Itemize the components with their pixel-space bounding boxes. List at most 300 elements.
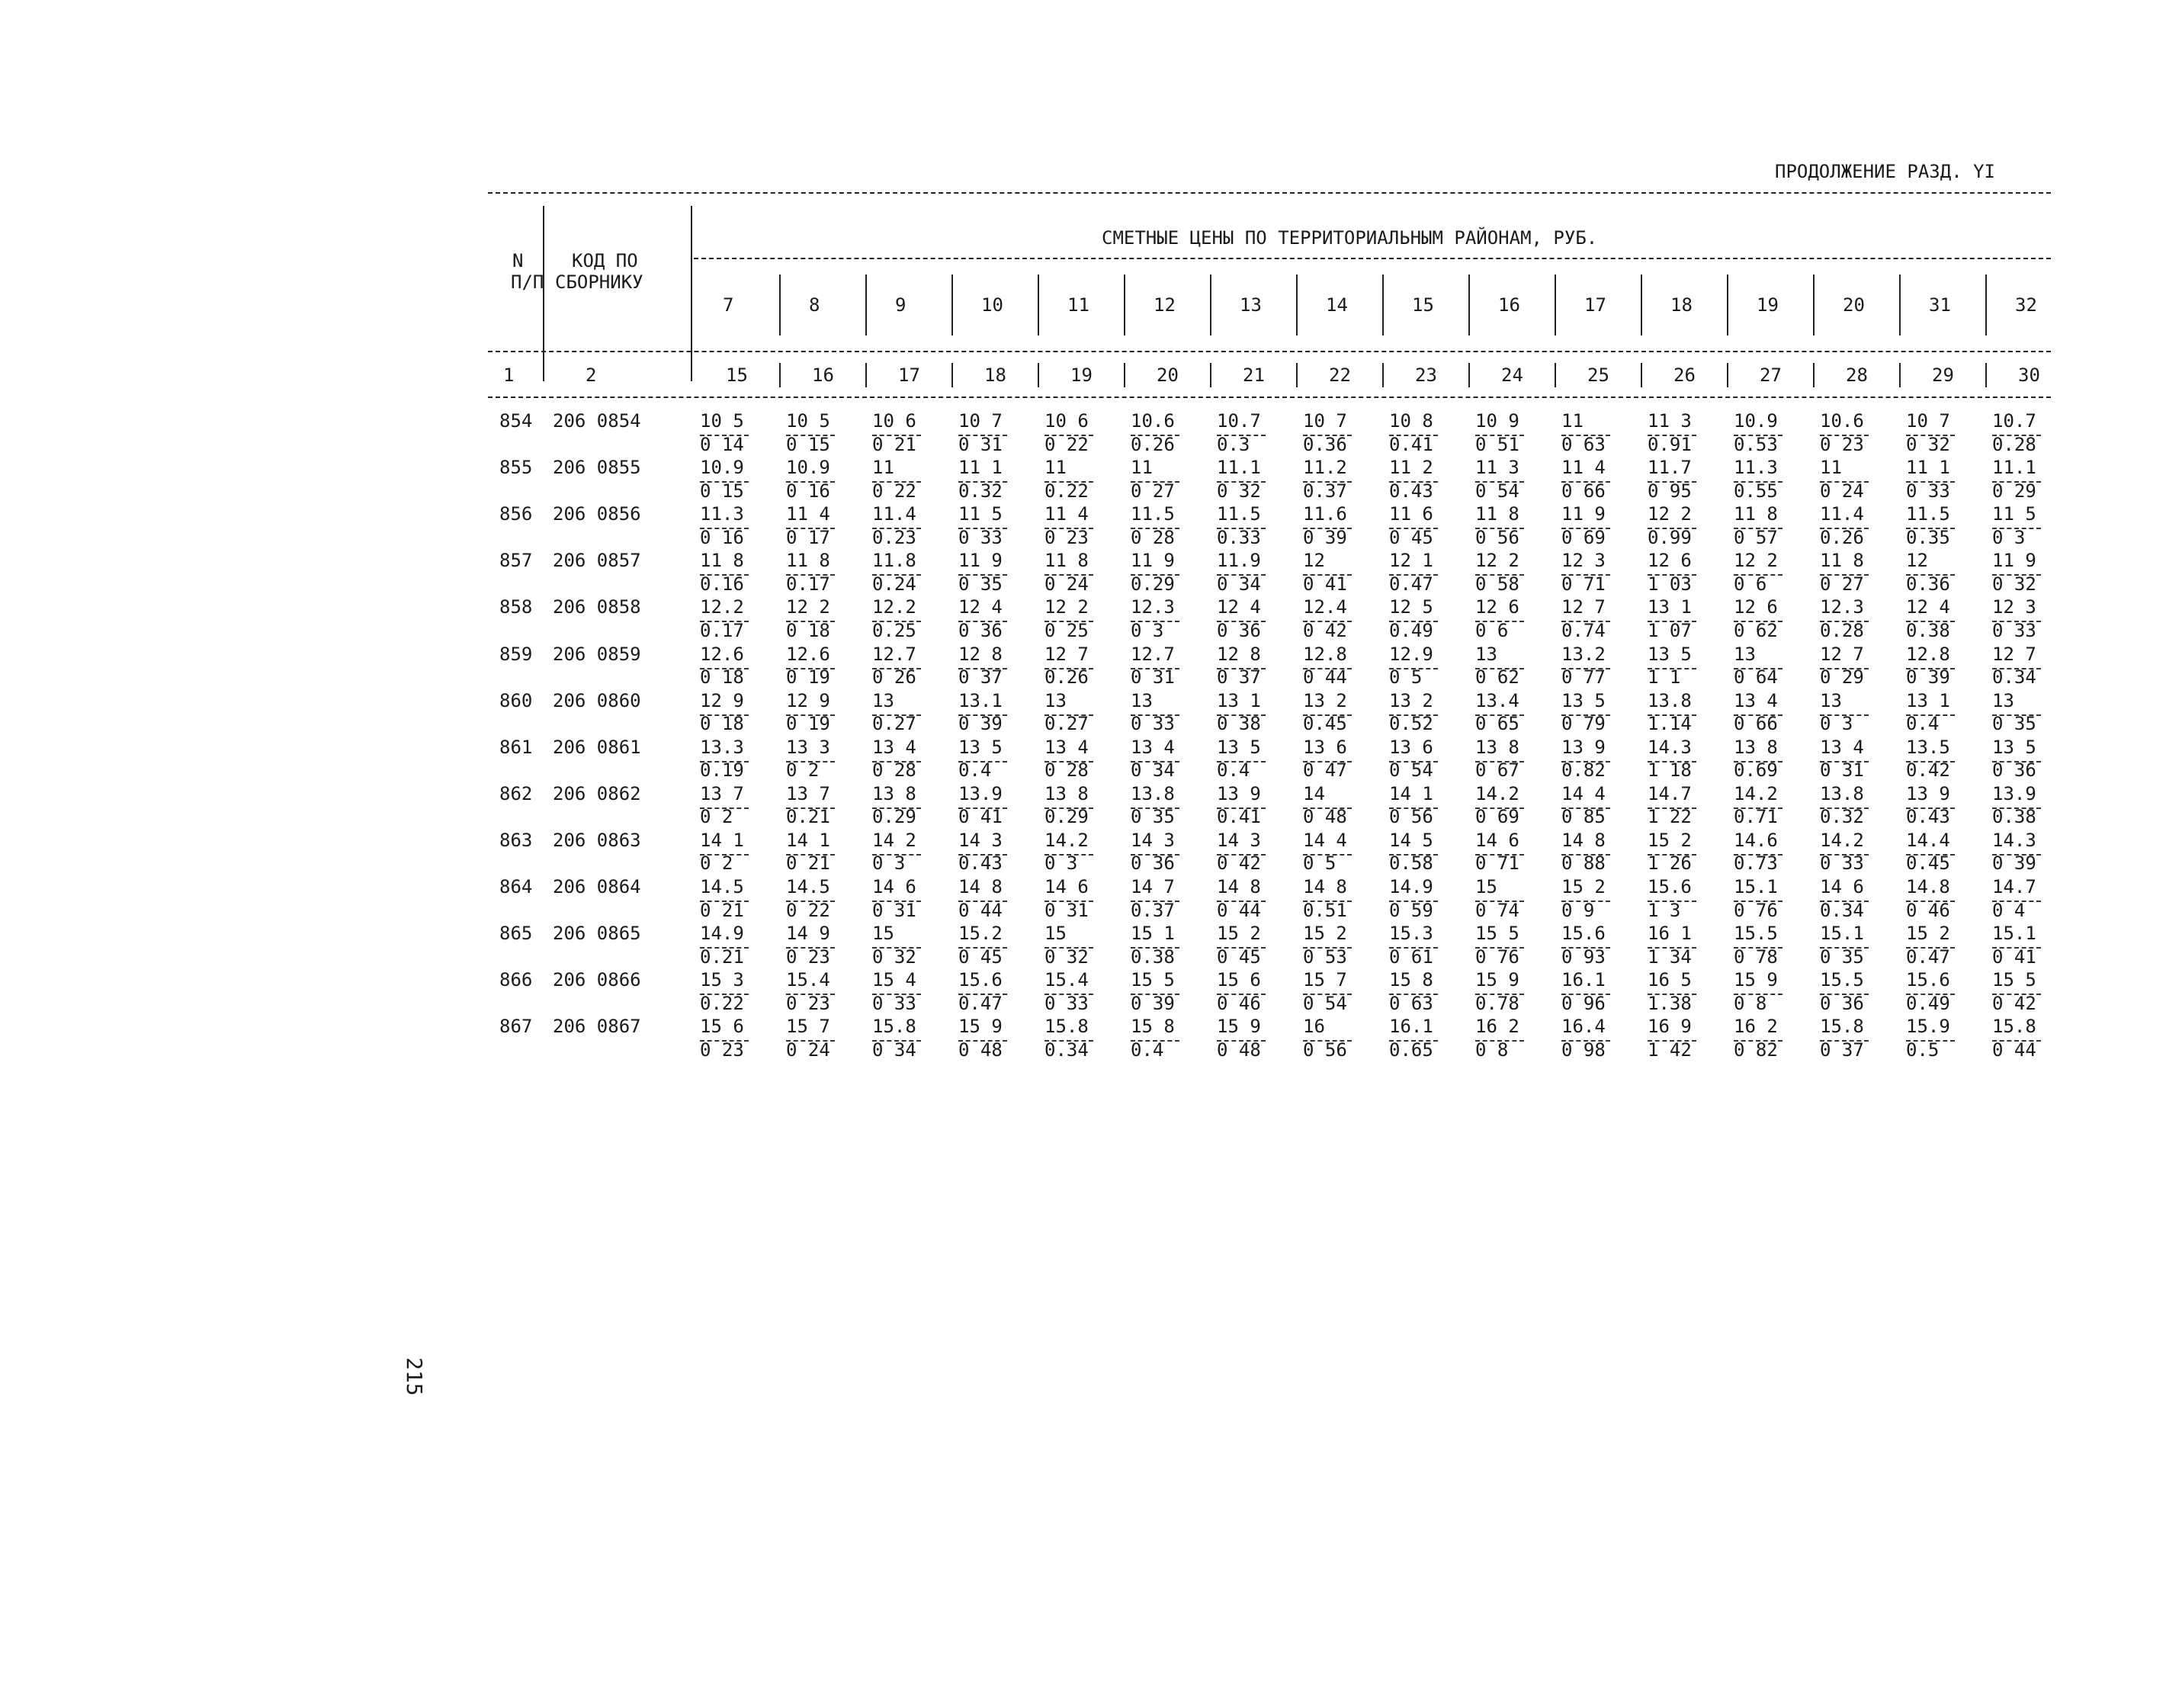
price-cell: 10.7 [1992, 410, 2036, 432]
price-cell: 11 3 [1648, 410, 1692, 432]
price-cell: 14.9 [700, 923, 744, 944]
price-cell: 0 63 [1389, 993, 1433, 1014]
price-cell: 0.52 [1389, 713, 1433, 734]
price-cell: 11 2 [1389, 457, 1433, 478]
price-cell: 0 46 [1906, 900, 1950, 921]
price-cell: 0 8 [1475, 1039, 1509, 1061]
price-cell: 13 7 [700, 783, 744, 804]
price-cell: 12 3 [1992, 596, 2036, 618]
price-cell: 0 53 [1303, 946, 1347, 968]
price-cell: 0.17 [786, 573, 830, 595]
record-number: 857 [499, 550, 533, 571]
price-cell: 0 95 [1648, 480, 1692, 502]
price-cell: 15 5 [1131, 969, 1175, 990]
price-cell: 0.45 [1906, 852, 1950, 874]
price-cell: 0 36 [1820, 993, 1864, 1014]
price-cell: 0 23 [700, 1039, 744, 1061]
price-cell: 0 71 [1561, 573, 1606, 595]
record-code: 206 0866 [553, 969, 641, 990]
price-cell: 13.4 [1475, 690, 1519, 711]
record-number: 855 [499, 457, 533, 478]
price-cell: 0.26 [1131, 434, 1175, 455]
price-cell: 0.19 [700, 759, 744, 781]
price-cell: 0.47 [958, 993, 1003, 1014]
price-cell: 14 6 [872, 876, 916, 897]
header-separator [1468, 274, 1470, 336]
index-cell: 30 [2018, 364, 2040, 386]
price-cell: 13.8 [1820, 783, 1864, 804]
price-cell: 0 71 [1475, 852, 1519, 874]
price-cell: 0 19 [786, 666, 830, 688]
price-cell: 0 4 [1992, 900, 2026, 921]
price-cell: 15 9 [958, 1016, 1003, 1037]
price-cell: 0 39 [1906, 666, 1950, 688]
region-number: 7 [723, 294, 734, 316]
price-cell: 16.4 [1561, 1016, 1606, 1037]
price-cell: 0.5 [1906, 1039, 1940, 1061]
header-caption-rule [694, 258, 2051, 259]
price-cell: 11 [1561, 410, 1584, 432]
price-cell: 15 2 [1561, 876, 1606, 897]
price-cell: 0 67 [1475, 759, 1519, 781]
price-cell: 0 14 [700, 434, 744, 455]
price-cell: 13.8 [1131, 783, 1175, 804]
price-cell: 12 [1303, 550, 1325, 571]
price-cell: 10.6 [1131, 410, 1175, 432]
price-cell: 0 54 [1389, 759, 1433, 781]
price-cell: 0.43 [958, 852, 1003, 874]
index-separator [1641, 363, 1642, 387]
continuation-title: ПРОДОЛЖЕНИЕ РАЗД. YI [1775, 161, 1995, 182]
price-cell: 16 [1303, 1016, 1325, 1037]
index-cell: 27 [1760, 364, 1782, 386]
price-cell: 0 38 [1217, 713, 1261, 734]
price-cell: 0.25 [872, 620, 916, 641]
region-number: 9 [895, 294, 906, 316]
price-cell: 11.8 [872, 550, 916, 571]
price-cell: 14 5 [1389, 830, 1433, 851]
region-number: 11 [1067, 294, 1089, 316]
price-cell: 0.27 [872, 713, 916, 734]
price-cell: 14 9 [786, 923, 830, 944]
price-cell: 0.28 [1992, 434, 2036, 455]
price-cell: 0 36 [958, 620, 1003, 641]
header-separator [1210, 274, 1211, 336]
price-cell: 0 69 [1561, 527, 1606, 548]
price-cell: 13 [1734, 644, 1756, 665]
price-cell: 14.3 [1648, 737, 1692, 758]
price-cell: 0.4 [958, 759, 992, 781]
price-cell: 15.6 [958, 969, 1003, 990]
price-cell: 0 29 [1992, 480, 2036, 502]
price-cell: 0 39 [1303, 527, 1347, 548]
price-cell: 12 7 [1992, 644, 2036, 665]
price-cell: 0 6 [1734, 573, 1767, 595]
price-cell: 0 35 [1820, 946, 1864, 968]
index-cell: 15 [726, 364, 748, 386]
price-cell: 0 48 [1303, 806, 1347, 827]
record-number: 859 [499, 644, 533, 665]
price-cell: 15.6 [1906, 969, 1950, 990]
price-cell: 0 69 [1475, 806, 1519, 827]
price-cell: 0 34 [872, 1039, 916, 1061]
price-cell: 13 [1820, 690, 1842, 711]
price-cell: 1 18 [1648, 759, 1692, 781]
price-cell: 14 3 [1131, 830, 1175, 851]
price-cell: 13 5 [1561, 690, 1606, 711]
price-cell: 0 54 [1475, 480, 1519, 502]
column-code-label: КОД ПО [572, 250, 638, 271]
price-cell: 0.22 [700, 993, 744, 1014]
record-code: 206 0858 [553, 596, 641, 618]
index-cell: 26 [1673, 364, 1696, 386]
price-cell: 0 79 [1561, 713, 1606, 734]
price-cell: 0 24 [1044, 573, 1089, 595]
price-cell: 0.41 [1389, 434, 1433, 455]
price-cell: 15 9 [1734, 969, 1778, 990]
price-cell: 13 9 [1906, 783, 1950, 804]
price-cell: 1 3 [1648, 900, 1681, 921]
price-cell: 0 29 [1820, 666, 1864, 688]
price-cell: 0 32 [1992, 573, 2036, 595]
price-cell: 0 15 [700, 480, 744, 502]
index-separator [779, 363, 781, 387]
price-cell: 15.4 [1044, 969, 1089, 990]
price-cell: 13.8 [1648, 690, 1692, 711]
price-cell: 0 48 [1217, 1039, 1261, 1061]
price-cell: 12.4 [1303, 596, 1347, 618]
price-cell: 0.32 [1820, 806, 1864, 827]
price-cell: 0.16 [700, 573, 744, 595]
price-cell: 0 78 [1734, 946, 1778, 968]
price-cell: 0 26 [872, 666, 916, 688]
price-cell: 0 36 [1217, 620, 1261, 641]
price-cell: 13 6 [1389, 737, 1433, 758]
price-cell: 15.5 [1734, 923, 1778, 944]
price-cell: 12.8 [1303, 644, 1347, 665]
price-cell: 0 56 [1389, 806, 1433, 827]
price-cell: 15 7 [1303, 969, 1347, 990]
price-cell: 14.4 [1906, 830, 1950, 851]
price-cell: 13.2 [1561, 644, 1606, 665]
price-cell: 14 2 [872, 830, 916, 851]
price-cell: 14 7 [1131, 876, 1175, 897]
price-cell: 0 28 [1131, 527, 1175, 548]
price-cell: 11 5 [1992, 503, 2036, 525]
price-cell: 0.45 [1303, 713, 1347, 734]
price-cell: 11 6 [1389, 503, 1433, 525]
price-cell: 0.69 [1734, 759, 1778, 781]
price-cell: 16 5 [1648, 969, 1692, 990]
price-cell: 0 8 [1734, 993, 1767, 1014]
record-code: 206 0864 [553, 876, 641, 897]
index-cell: 2 [586, 364, 597, 386]
price-cell: 13 4 [1131, 737, 1175, 758]
price-cell: 14.9 [1389, 876, 1433, 897]
price-cell: 13 4 [1734, 690, 1778, 711]
price-cell: 0 35 [958, 573, 1003, 595]
index-separator [1727, 363, 1728, 387]
header-separator [1813, 274, 1815, 336]
price-cell: 0.41 [1217, 806, 1261, 827]
price-cell: 0 2 [700, 806, 733, 827]
price-cell: 1 1 [1648, 666, 1681, 688]
price-cell: 0 56 [1475, 527, 1519, 548]
price-cell: 12 8 [1217, 644, 1261, 665]
index-cell: 19 [1070, 364, 1093, 386]
index-cell: 17 [898, 364, 920, 386]
price-cell: 0.33 [1217, 527, 1261, 548]
header-bottom-rule [488, 351, 2051, 352]
region-number: 20 [1843, 294, 1865, 316]
price-cell: 15 [872, 923, 894, 944]
price-cell: 0 19 [786, 713, 830, 734]
price-cell: 0 41 [1992, 946, 2036, 968]
index-separator [1124, 363, 1125, 387]
price-cell: 0 33 [1044, 993, 1089, 1014]
record-number: 856 [499, 503, 533, 525]
price-cell: 10 6 [1044, 410, 1089, 432]
price-cell: 0.36 [1906, 573, 1950, 595]
price-cell: 0 32 [1217, 480, 1261, 502]
price-cell: 11.5 [1217, 503, 1261, 525]
price-cell: 11.3 [1734, 457, 1778, 478]
price-cell: 0 5 [1389, 666, 1423, 688]
record-code: 206 0857 [553, 550, 641, 571]
index-separator [865, 363, 867, 387]
price-cell: 0.22 [1044, 480, 1089, 502]
region-number: 13 [1240, 294, 1262, 316]
price-cell: 16 1 [1648, 923, 1692, 944]
price-cell: 11 9 [1561, 503, 1606, 525]
price-cell: 0 6 [1475, 620, 1509, 641]
price-cell: 11 8 [1820, 550, 1864, 571]
price-cell: 11.1 [1992, 457, 2036, 478]
price-cell: 0 3 [1992, 527, 2026, 548]
price-cell: 12 9 [700, 690, 744, 711]
price-cell: 12 7 [1561, 596, 1606, 618]
record-number: 864 [499, 876, 533, 897]
price-cell: 11.7 [1648, 457, 1692, 478]
index-cell: 25 [1587, 364, 1609, 386]
price-cell: 14 8 [1561, 830, 1606, 851]
price-cell: 15 6 [700, 1016, 744, 1037]
price-cell: 0 31 [872, 900, 916, 921]
price-cell: 0 21 [700, 900, 744, 921]
price-cell: 0.21 [700, 946, 744, 968]
price-cell: 11 8 [786, 550, 830, 571]
price-cell: 15 5 [1475, 923, 1519, 944]
price-cell: 12 6 [1475, 596, 1519, 618]
price-cell: 0 28 [872, 759, 916, 781]
price-cell: 0.91 [1648, 434, 1692, 455]
region-number: 31 [1929, 294, 1951, 316]
price-cell: 13 [1992, 690, 2014, 711]
price-cell: 0.3 [1217, 434, 1250, 455]
price-cell: 15.6 [1561, 923, 1606, 944]
price-cell: 0 39 [958, 713, 1003, 734]
price-cell: 0 3 [1820, 713, 1853, 734]
price-cell: 0 42 [1303, 620, 1347, 641]
price-cell: 14 8 [1217, 876, 1261, 897]
price-cell: 11 5 [958, 503, 1003, 525]
price-cell: 12 1 [1389, 550, 1433, 571]
header-separator [1985, 274, 1987, 336]
price-cell: 0 23 [1044, 527, 1089, 548]
price-cell: 0.29 [872, 806, 916, 827]
header-separator [691, 206, 692, 381]
column-n-label: П/П [511, 271, 544, 293]
price-cell: 14 6 [1475, 830, 1519, 851]
price-cell: 1 42 [1648, 1039, 1692, 1061]
price-cell: 14 [1303, 783, 1325, 804]
price-cell: 11.2 [1303, 457, 1347, 478]
header-separator [1727, 274, 1728, 336]
price-cell: 10.6 [1820, 410, 1864, 432]
index-separator [1038, 363, 1039, 387]
price-cell: 13 [1044, 690, 1067, 711]
price-cell: 15.6 [1648, 876, 1692, 897]
price-cell: 14 4 [1561, 783, 1606, 804]
header-top-rule [488, 192, 2051, 194]
index-separator [1210, 363, 1211, 387]
record-number: 867 [499, 1016, 533, 1037]
price-cell: 0 44 [1992, 1039, 2036, 1061]
region-number: 17 [1584, 294, 1606, 316]
price-cell: 12 7 [1820, 644, 1864, 665]
price-cell: 10 6 [872, 410, 916, 432]
price-cell: 0 41 [1303, 573, 1347, 595]
price-cell: 1 26 [1648, 852, 1692, 874]
price-cell: 15 2 [1217, 923, 1261, 944]
header-separator [1296, 274, 1298, 336]
index-separator [1382, 363, 1384, 387]
price-cell: 11.4 [872, 503, 916, 525]
record-number: 858 [499, 596, 533, 618]
price-cell: 0 36 [1992, 759, 2036, 781]
price-cell: 15 8 [1389, 969, 1433, 990]
price-cell: 15 1 [1131, 923, 1175, 944]
price-cell: 1.38 [1648, 993, 1692, 1014]
price-cell: 0.65 [1389, 1039, 1433, 1061]
price-cell: 16 2 [1734, 1016, 1778, 1037]
price-cell: 0 16 [786, 480, 830, 502]
price-cell: 14.2 [1044, 830, 1089, 851]
price-cell: 0 22 [872, 480, 916, 502]
price-cell: 0 9 [1561, 900, 1595, 921]
price-cell: 0 45 [1217, 946, 1261, 968]
price-cell: 0 35 [1131, 806, 1175, 827]
price-cell: 13 5 [1992, 737, 2036, 758]
price-cell: 14 8 [1303, 876, 1347, 897]
record-code: 206 0861 [553, 737, 641, 758]
price-cell: 15 7 [786, 1016, 830, 1037]
header-separator [1555, 274, 1556, 336]
record-number: 863 [499, 830, 533, 851]
price-cell: 0.17 [700, 620, 744, 641]
price-cell: 0 39 [1131, 993, 1175, 1014]
price-cell: 0 31 [1131, 666, 1175, 688]
price-cell: 0.23 [872, 527, 916, 548]
price-cell: 11.6 [1303, 503, 1347, 525]
index-separator [1985, 363, 1987, 387]
price-cell: 0.34 [1044, 1039, 1089, 1061]
price-cell: 13 [872, 690, 894, 711]
price-cell: 13.9 [1992, 783, 2036, 804]
price-cell: 0 48 [958, 1039, 1003, 1061]
record-code: 206 0856 [553, 503, 641, 525]
price-cell: 10 9 [1475, 410, 1519, 432]
price-cell: 0 47 [1303, 759, 1347, 781]
price-cell: 0 74 [1475, 900, 1519, 921]
price-cell: 0 23 [1820, 434, 1864, 455]
price-cell: 14.2 [1475, 783, 1519, 804]
price-cell: 16 9 [1648, 1016, 1692, 1037]
price-cell: 11.3 [700, 503, 744, 525]
price-cell: 0 28 [1044, 759, 1089, 781]
price-cell: 0 25 [1044, 620, 1089, 641]
price-cell: 11 9 [958, 550, 1003, 571]
price-cell: 0 76 [1475, 946, 1519, 968]
price-cell: 1 22 [1648, 806, 1692, 827]
price-cell: 0.37 [1303, 480, 1347, 502]
region-number: 12 [1154, 294, 1176, 316]
price-cell: 13 1 [1906, 690, 1950, 711]
price-cell: 13 [1131, 690, 1153, 711]
price-cell: 14.6 [1734, 830, 1778, 851]
header-separator [865, 274, 867, 336]
price-cell: 12 6 [1648, 550, 1692, 571]
index-separator [1468, 363, 1470, 387]
price-cell: 14.5 [786, 876, 830, 897]
record-code: 206 0865 [553, 923, 641, 944]
price-cell: 0 61 [1389, 946, 1433, 968]
record-code: 206 0863 [553, 830, 641, 851]
price-cell: 0.29 [1131, 573, 1175, 595]
price-cell: 14.2 [1820, 830, 1864, 851]
price-cell: 12.3 [1131, 596, 1175, 618]
price-cell: 0 23 [786, 946, 830, 968]
price-cell: 15 [1044, 923, 1067, 944]
price-cell: 0 37 [958, 666, 1003, 688]
price-cell: 0 22 [1044, 434, 1089, 455]
price-cell: 0 42 [1992, 993, 2036, 1014]
price-cell: 12 4 [958, 596, 1003, 618]
price-cell: 0 36 [1131, 852, 1175, 874]
record-code: 206 0862 [553, 783, 641, 804]
price-cell: 0 64 [1734, 666, 1778, 688]
price-cell: 0 2 [700, 852, 733, 874]
price-cell: 1.14 [1648, 713, 1692, 734]
price-cell: 0 27 [1131, 480, 1175, 502]
index-cell: 1 [503, 364, 515, 386]
price-cell: 12.7 [1131, 644, 1175, 665]
price-cell: 0.58 [1389, 852, 1433, 874]
price-cell: 12.2 [872, 596, 916, 618]
region-number: 14 [1326, 294, 1348, 316]
record-code: 206 0854 [553, 410, 641, 432]
price-cell: 12.6 [700, 644, 744, 665]
price-cell: 0 17 [786, 527, 830, 548]
price-cell: 14 3 [958, 830, 1003, 851]
price-cell: 0 3 [1044, 852, 1078, 874]
price-cell: 11 9 [1131, 550, 1175, 571]
price-cell: 12 [1906, 550, 1928, 571]
price-cell: 0 33 [872, 993, 916, 1014]
price-cell: 0 62 [1734, 620, 1778, 641]
price-cell: 12 2 [786, 596, 830, 618]
price-cell: 13 6 [1303, 737, 1347, 758]
